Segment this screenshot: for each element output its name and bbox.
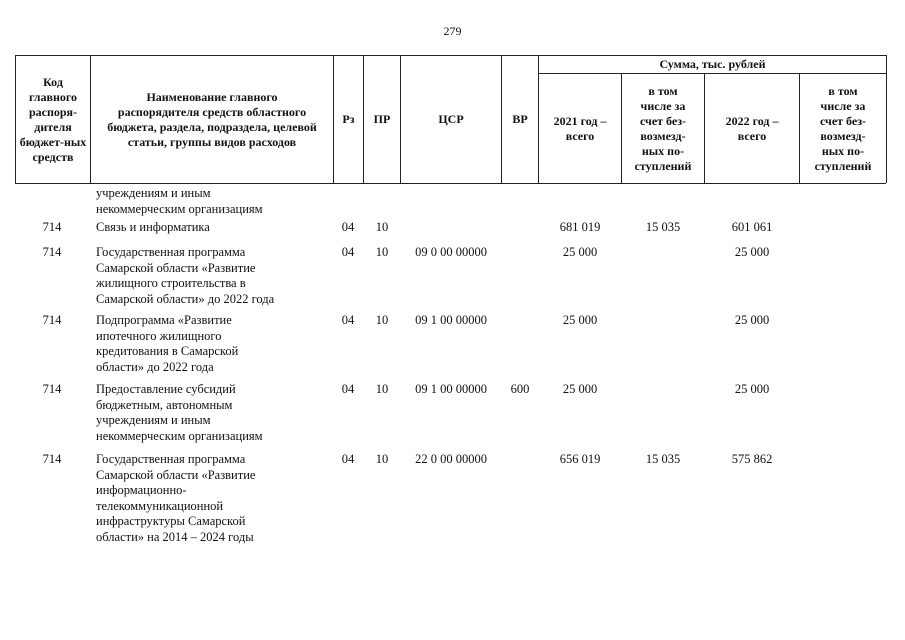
cell-sum-2021: 25 000	[562, 382, 598, 396]
cell-csr: 09 0 00 00000	[415, 245, 487, 259]
cell-code: 714	[42, 220, 62, 234]
cell-rz: 04	[341, 382, 355, 396]
header-sum-group: Сумма, тыс. рублей	[659, 57, 766, 71]
cell-csr: 09 1 00 00000	[415, 313, 487, 327]
header-rz: Рз	[342, 112, 355, 126]
header-name: Наименование главного распорядителя средств областного бюджета, раздела, подраздела, целевой статьи, группы видов расходов	[107, 89, 317, 149]
header-col-rule	[886, 55, 887, 183]
cell-gratis-2021: 15 035	[645, 220, 681, 234]
cell-name: Предоставление субсидий бюджетным, автономным учреждениям и иным некоммерческим организациям	[96, 382, 263, 443]
cell-gratis-2021: 15 035	[645, 452, 681, 466]
cell-rz: 04	[341, 452, 355, 466]
cell-pr: 10	[375, 313, 389, 327]
cell-name: Государственная программа Самарской области «Развитие информационно- телекоммуникационной инфраструктуры Самарской области» на 2014 – 2024 годы	[96, 452, 256, 544]
cell-code: 714	[42, 245, 62, 259]
cell-rz: 04	[341, 220, 355, 234]
cell-rz: 04	[341, 313, 355, 327]
cell-pr: 10	[375, 245, 389, 259]
cell-sum-2022: 601 061	[731, 220, 773, 234]
cell-sum-2022: 25 000	[734, 382, 770, 396]
header-bottom-rule	[15, 183, 886, 184]
header-sum-2021: 2021 год – всего	[553, 113, 607, 143]
cell-sum-2022: 25 000	[734, 313, 770, 327]
header-sum-2022: 2022 год – всего	[725, 113, 779, 143]
cell-pr: 10	[375, 452, 389, 466]
header-code: Код главного распоря-дителя бюджет-ных средств	[19, 74, 87, 164]
cell-sum-2021: 681 019	[559, 220, 601, 234]
cell-sum-2022: 575 862	[731, 452, 773, 466]
header-csr: ЦСР	[438, 112, 464, 126]
page-number: 279	[443, 24, 462, 38]
continuation-text: учреждениям и иным некоммерческим организациям	[96, 186, 263, 216]
cell-sum-2021: 656 019	[559, 452, 601, 466]
header-gratis-2021: в том числе за счет без-возмезд-ных по-ступлений	[634, 83, 692, 173]
cell-code: 714	[42, 313, 62, 327]
cell-sum-2021: 25 000	[562, 245, 598, 259]
cell-vr: 600	[510, 382, 530, 396]
cell-csr: 09 1 00 00000	[415, 382, 487, 396]
cell-sum-2022: 25 000	[734, 245, 770, 259]
cell-name: Государственная программа Самарской области «Развитие жилищного строительства в Самарской области» до 2022 года	[96, 245, 275, 306]
header-vr: ВР	[512, 112, 528, 126]
cell-pr: 10	[375, 220, 389, 234]
cell-pr: 10	[375, 382, 389, 396]
header-pr: ПР	[373, 112, 391, 126]
cell-sum-2021: 25 000	[562, 313, 598, 327]
cell-rz: 04	[341, 245, 355, 259]
cell-name: Подпрограмма «Развитие ипотечного жилищного кредитования в Самарской области» до 2022 года	[96, 313, 239, 374]
cell-name: Связь и информатика	[96, 220, 210, 234]
cell-code: 714	[42, 452, 62, 466]
header-gratis-2022: в том числе за счет без-возмезд-ных по-ступлений	[814, 83, 872, 173]
cell-code: 714	[42, 382, 62, 396]
cell-csr: 22 0 00 00000	[415, 452, 487, 466]
